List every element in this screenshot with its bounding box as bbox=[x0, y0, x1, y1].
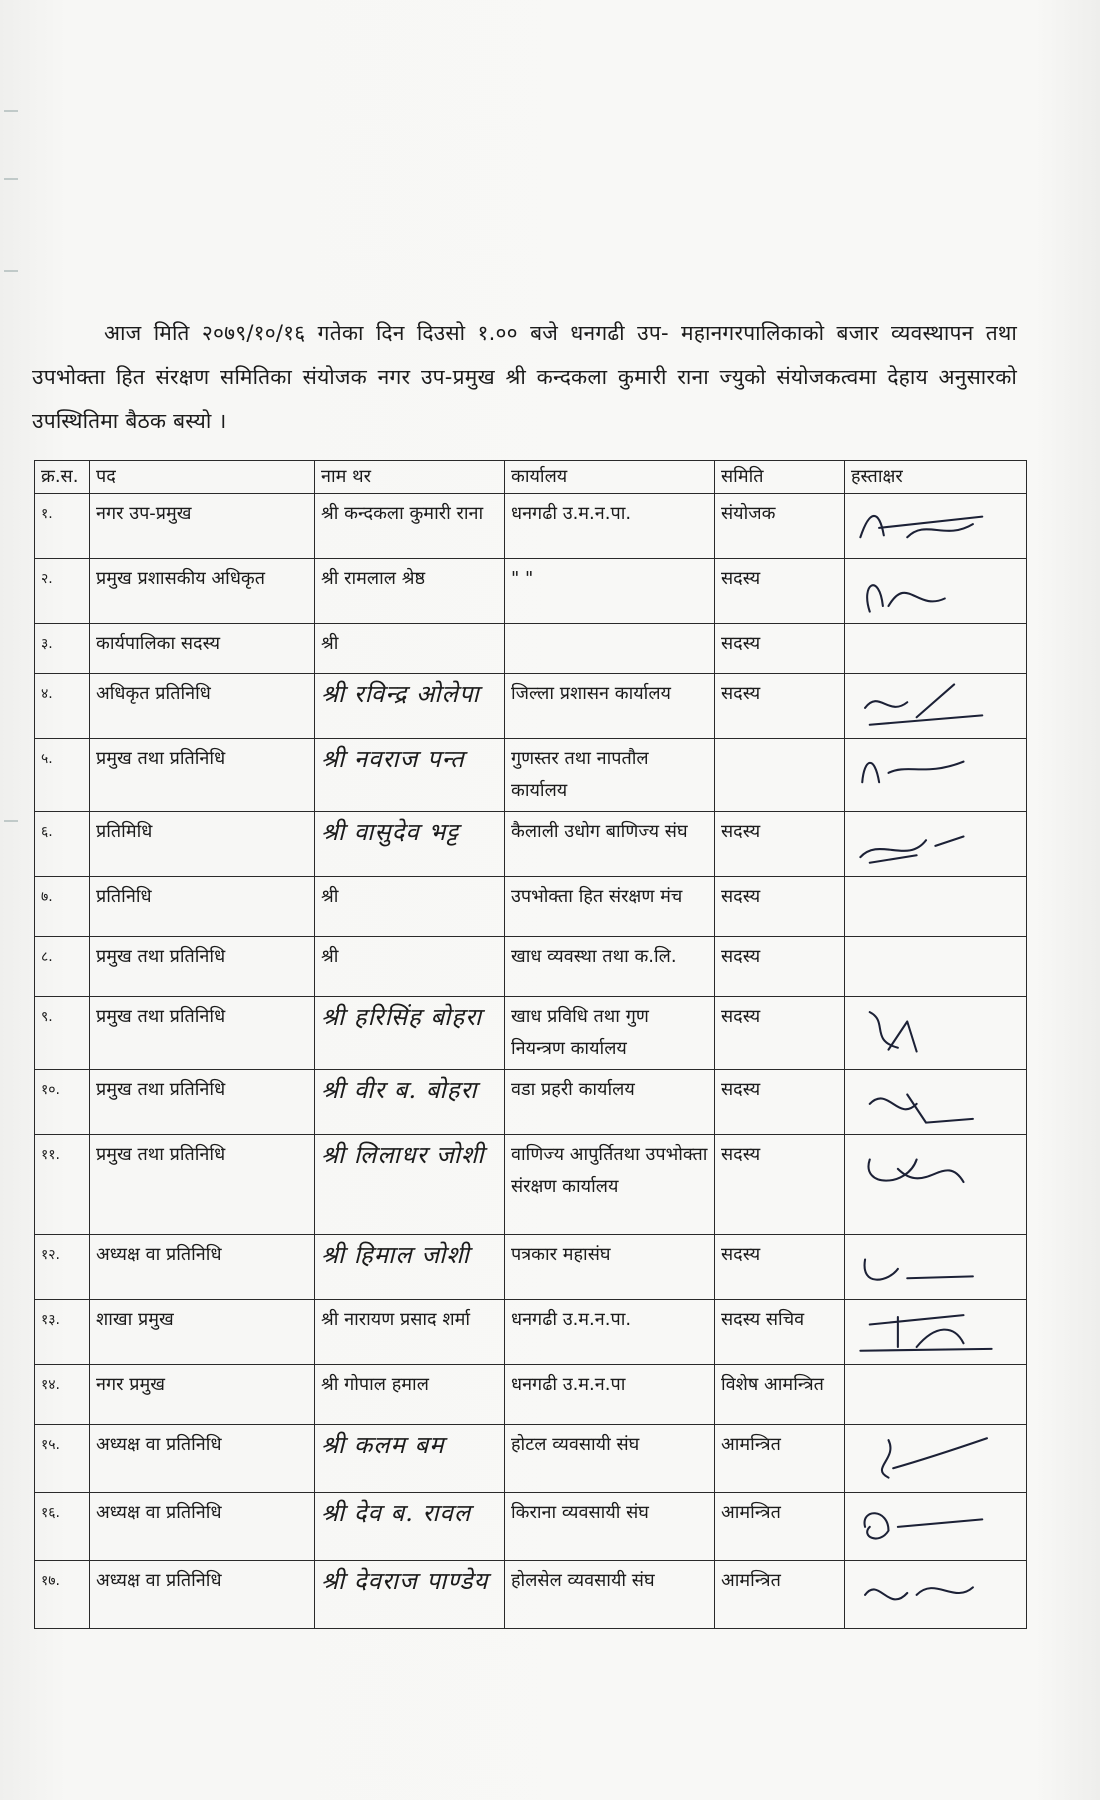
row-committee: सदस्य bbox=[715, 624, 845, 674]
table-row bbox=[35, 1365, 1027, 1425]
row-post: प्रमुख तथा प्रतिनिधि bbox=[90, 1135, 315, 1235]
row-office: खाध व्यवस्था तथा क.लि. bbox=[505, 937, 715, 997]
row-committee: सदस्य bbox=[715, 559, 845, 624]
row-name: श्री नवराज पन्त bbox=[315, 739, 505, 812]
row-committee: विशेष आमन्त्रित bbox=[715, 1365, 845, 1425]
row-committee: सदस्य bbox=[715, 1070, 845, 1135]
row-committee: सदस्य bbox=[715, 812, 845, 877]
row-name: श्री कन्दकला कुमारी राना bbox=[315, 494, 505, 559]
row-office: वडा प्रहरी कार्यालय bbox=[505, 1070, 715, 1135]
row-committee: सदस्य bbox=[715, 937, 845, 997]
row-serial-number: २. bbox=[35, 559, 90, 624]
row-signature bbox=[845, 1235, 1027, 1300]
row-name: श्री रामलाल श्रेष्ठ bbox=[315, 559, 505, 624]
row-post: कार्यपालिका सदस्य bbox=[90, 624, 315, 674]
row-committee: सदस्य bbox=[715, 997, 845, 1070]
row-office bbox=[505, 624, 715, 674]
row-serial-number: १. bbox=[35, 494, 90, 559]
row-serial-number: ८. bbox=[35, 937, 90, 997]
handwritten-signature bbox=[851, 1074, 1001, 1130]
table-row bbox=[35, 1425, 1027, 1493]
row-post: शाखा प्रमुख bbox=[90, 1300, 315, 1365]
row-signature bbox=[845, 1070, 1027, 1135]
row-serial-number: ४. bbox=[35, 674, 90, 739]
table-row bbox=[35, 739, 1027, 812]
row-serial-number: ६. bbox=[35, 812, 90, 877]
handwritten-signature bbox=[851, 1497, 1001, 1553]
table-row bbox=[35, 812, 1027, 877]
handwritten-signature bbox=[851, 1139, 1001, 1195]
row-office: धनगढी उ.म.न.पा. bbox=[505, 494, 715, 559]
table-row bbox=[35, 624, 1027, 674]
row-committee: सदस्य bbox=[715, 1135, 845, 1235]
header-signature: हस्ताक्षर bbox=[845, 461, 1027, 494]
row-signature bbox=[845, 1425, 1027, 1493]
row-signature bbox=[845, 1135, 1027, 1235]
row-post: प्रमुख तथा प्रतिनिधि bbox=[90, 1070, 315, 1135]
row-serial-number: ११. bbox=[35, 1135, 90, 1235]
table-row bbox=[35, 1300, 1027, 1365]
row-office: धनगढी उ.म.न.पा bbox=[505, 1365, 715, 1425]
table-row bbox=[35, 997, 1027, 1070]
table-row bbox=[35, 1235, 1027, 1300]
row-signature bbox=[845, 1365, 1027, 1425]
row-committee: आमन्त्रित bbox=[715, 1561, 845, 1629]
row-post: नगर प्रमुख bbox=[90, 1365, 315, 1425]
table-row bbox=[35, 1070, 1027, 1135]
row-signature bbox=[845, 674, 1027, 739]
edge-mark bbox=[4, 820, 18, 822]
row-committee: सदस्य bbox=[715, 674, 845, 739]
row-post: प्रमुख तथा प्रतिनिधि bbox=[90, 997, 315, 1070]
handwritten-signature bbox=[851, 816, 1001, 872]
table-row bbox=[35, 1135, 1027, 1235]
row-name: श्री कलम बम bbox=[315, 1425, 505, 1493]
handwritten-signature bbox=[851, 1001, 1001, 1057]
row-name: श्री गोपाल हमाल bbox=[315, 1365, 505, 1425]
edge-mark bbox=[4, 270, 18, 272]
row-signature bbox=[845, 812, 1027, 877]
handwritten-signature bbox=[851, 678, 1001, 734]
row-serial-number: ९. bbox=[35, 997, 90, 1070]
table-row bbox=[35, 1561, 1027, 1629]
row-signature bbox=[845, 1493, 1027, 1561]
row-office: होलसेल व्यवसायी संघ bbox=[505, 1561, 715, 1629]
row-signature bbox=[845, 624, 1027, 674]
row-committee: सदस्य सचिव bbox=[715, 1300, 845, 1365]
row-signature bbox=[845, 559, 1027, 624]
row-office: जिल्ला प्रशासन कार्यालय bbox=[505, 674, 715, 739]
row-name: श्री देवराज पाण्डेय bbox=[315, 1561, 505, 1629]
row-post: प्रमुख तथा प्रतिनिधि bbox=[90, 739, 315, 812]
table-row bbox=[35, 937, 1027, 997]
row-post: अध्यक्ष वा प्रतिनिधि bbox=[90, 1425, 315, 1493]
row-serial-number: ३. bbox=[35, 624, 90, 674]
header-sn: क्र.स. bbox=[35, 461, 90, 494]
row-signature bbox=[845, 494, 1027, 559]
row-serial-number: १०. bbox=[35, 1070, 90, 1135]
edge-mark bbox=[4, 178, 18, 180]
row-name: श्री रविन्द्र ओलेपा bbox=[315, 674, 505, 739]
row-serial-number: १३. bbox=[35, 1300, 90, 1365]
row-signature bbox=[845, 1300, 1027, 1365]
header-name: नाम थर bbox=[315, 461, 505, 494]
row-committee: संयोजक bbox=[715, 494, 845, 559]
row-office: गुणस्तर तथा नापतौल कार्यालय bbox=[505, 739, 715, 812]
row-name: श्री वासुदेव भट्ट bbox=[315, 812, 505, 877]
row-office: कैलाली उधोग बाणिज्य संघ bbox=[505, 812, 715, 877]
row-office: उपभोक्ता हित संरक्षण मंच bbox=[505, 877, 715, 937]
header-post: पद bbox=[90, 461, 315, 494]
attendance-table bbox=[34, 460, 1027, 1629]
row-name: श्री bbox=[315, 937, 505, 997]
row-name: श्री bbox=[315, 877, 505, 937]
table-row bbox=[35, 674, 1027, 739]
row-serial-number: १४. bbox=[35, 1365, 90, 1425]
row-post: अध्यक्ष वा प्रतिनिधि bbox=[90, 1235, 315, 1300]
row-name: श्री हरिसिंह बोहरा bbox=[315, 997, 505, 1070]
table-row bbox=[35, 559, 1027, 624]
table-row bbox=[35, 1493, 1027, 1561]
row-office: वाणिज्य आपुर्तितथा उपभोक्ता संरक्षण कार्यालय bbox=[505, 1135, 715, 1235]
row-signature bbox=[845, 937, 1027, 997]
row-post: प्रतिमिधि bbox=[90, 812, 315, 877]
row-signature bbox=[845, 877, 1027, 937]
row-name: श्री हिमाल जोशी bbox=[315, 1235, 505, 1300]
row-office: " " bbox=[505, 559, 715, 624]
handwritten-signature bbox=[851, 563, 1001, 619]
handwritten-signature bbox=[851, 498, 1001, 554]
header-committee: समिति bbox=[715, 461, 845, 494]
row-committee: आमन्त्रित bbox=[715, 1493, 845, 1561]
row-name: श्री वीर ब. बोहरा bbox=[315, 1070, 505, 1135]
row-office: धनगढी उ.म.न.पा. bbox=[505, 1300, 715, 1365]
row-committee bbox=[715, 739, 845, 812]
row-name: श्री bbox=[315, 624, 505, 674]
table-row bbox=[35, 494, 1027, 559]
row-post: अधिकृत प्रतिनिधि bbox=[90, 674, 315, 739]
row-signature bbox=[845, 1561, 1027, 1629]
row-post: अध्यक्ष वा प्रतिनिधि bbox=[90, 1493, 315, 1561]
row-serial-number: १६. bbox=[35, 1493, 90, 1561]
table-header-row bbox=[35, 461, 1027, 494]
row-serial-number: १५. bbox=[35, 1425, 90, 1493]
row-serial-number: ७. bbox=[35, 877, 90, 937]
row-committee: सदस्य bbox=[715, 877, 845, 937]
row-post: प्रतिनिधि bbox=[90, 877, 315, 937]
row-name: श्री देव ब. रावल bbox=[315, 1493, 505, 1561]
handwritten-signature bbox=[851, 1239, 1001, 1295]
table-row bbox=[35, 877, 1027, 937]
meeting-intro-text: आज मिति २०७९/१०/१६ गतेका दिन दिउसो १.०० बजे धनगढी उप- महानगरपालिकाको बजार व्यवस्थापन तथा उपभोक्ता हित संरक्षण समितिका संयोजक नगर उप-प्रमुख श्री कन्दकला कुमारी राना ज्युको संयोजकत्वमा देहाय अनुसारको उपस्थितिमा बैठक बस्यो । bbox=[32, 321, 1017, 433]
row-signature bbox=[845, 997, 1027, 1070]
row-committee: आमन्त्रित bbox=[715, 1425, 845, 1493]
row-office: किराना व्यवसायी संघ bbox=[505, 1493, 715, 1561]
row-serial-number: १२. bbox=[35, 1235, 90, 1300]
handwritten-signature bbox=[851, 1429, 1001, 1485]
row-serial-number: ५. bbox=[35, 739, 90, 812]
row-office: पत्रकार महासंघ bbox=[505, 1235, 715, 1300]
handwritten-signature bbox=[851, 743, 1001, 799]
row-committee: सदस्य bbox=[715, 1235, 845, 1300]
handwritten-signature bbox=[851, 1565, 1001, 1621]
row-office: खाध प्रविधि तथा गुण नियन्त्रण कार्यालय bbox=[505, 997, 715, 1070]
row-post: अध्यक्ष वा प्रतिनिधि bbox=[90, 1561, 315, 1629]
row-post: प्रमुख प्रशासकीय अधिकृत bbox=[90, 559, 315, 624]
header-office: कार्यालय bbox=[505, 461, 715, 494]
handwritten-signature bbox=[851, 1304, 1001, 1360]
row-name: श्री लिलाधर जोशी bbox=[315, 1135, 505, 1235]
row-signature bbox=[845, 739, 1027, 812]
edge-mark bbox=[4, 110, 18, 112]
row-post: प्रमुख तथा प्रतिनिधि bbox=[90, 937, 315, 997]
row-post: नगर उप-प्रमुख bbox=[90, 494, 315, 559]
row-name: श्री नारायण प्रसाद शर्मा bbox=[315, 1300, 505, 1365]
row-serial-number: १७. bbox=[35, 1561, 90, 1629]
row-office: होटल व्यवसायी संघ bbox=[505, 1425, 715, 1493]
